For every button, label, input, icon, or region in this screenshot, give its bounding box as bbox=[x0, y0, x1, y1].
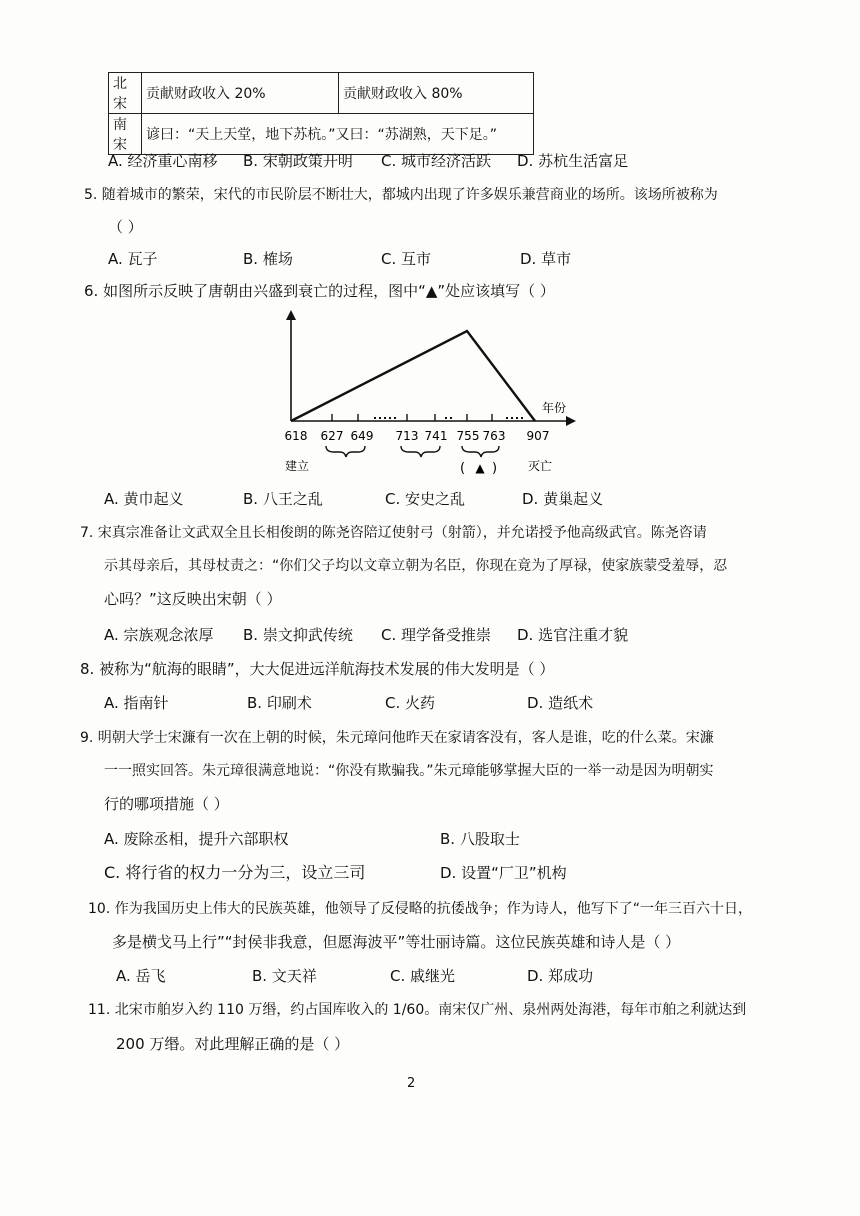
q7-stem-line2: 示其母亲后，其母杖责之：“你们父子均以文章立朝为名臣，你现在竟为了厚禄，使家族蒙受羞辱，忍 bbox=[104, 558, 728, 574]
q9-stem-line2: 一一照实回答。朱元璋很满意地说：“你没有欺骗我。”朱元璋能够掌握大臣的一举一动是因为明朝实 bbox=[104, 763, 714, 779]
q10-option-c[interactable]: C. 戚继光 bbox=[390, 967, 456, 985]
tick-label: 755 bbox=[456, 429, 480, 443]
q7-option-c[interactable]: C. 理学备受推崇 bbox=[381, 626, 492, 644]
q7-stem-line3: 心吗？”这反映出宋朝（ ） bbox=[104, 590, 282, 608]
q6-option-d[interactable]: D. 黄巢起义 bbox=[522, 490, 604, 508]
rise-fall-line bbox=[291, 331, 535, 421]
brace-627-649 bbox=[326, 446, 365, 457]
tang-dynasty-figure bbox=[270, 306, 590, 486]
q6-option-a[interactable]: A. 黄巾起义 bbox=[104, 490, 184, 508]
tick-label: 907 bbox=[526, 429, 550, 443]
brace-755-763 bbox=[462, 446, 499, 457]
q10-option-d[interactable]: D. 郑成功 bbox=[527, 967, 594, 985]
triangle-marker-icon: ▲ bbox=[475, 461, 485, 475]
q6-stem: 6. 如图所示反映了唐朝由兴盛到衰亡的过程，图中“▲”处应该填写（ ） bbox=[84, 282, 555, 300]
label-founded: 建立 bbox=[285, 459, 310, 473]
q6-option-b[interactable]: B. 八王之乱 bbox=[243, 490, 323, 508]
q7-option-d[interactable]: D. 选官注重才貌 bbox=[517, 626, 629, 644]
q10-option-b[interactable]: B. 文天祥 bbox=[252, 967, 317, 985]
q5-option-c[interactable]: C. 互市 bbox=[381, 250, 432, 268]
label-fall: 灭亡 bbox=[528, 459, 553, 473]
q6-option-c[interactable]: C. 安史之乱 bbox=[385, 490, 466, 508]
q11-stem-line2: 200 万缗。对此理解正确的是（ ） bbox=[116, 1035, 350, 1053]
q10-stem-line2: 多是横戈马上行”“封侯非我意，但愿海波平”等壮丽诗篇。这位民族英雄和诗人是（ ） bbox=[112, 933, 681, 951]
q4-option-d[interactable]: D. 苏杭生活富足 bbox=[517, 152, 629, 170]
x-axis-arrow-icon bbox=[566, 416, 576, 426]
q4-option-a[interactable]: A. 经济重心南移 bbox=[108, 152, 218, 170]
axis-label: 年份 bbox=[542, 401, 567, 415]
tick-label: 627 bbox=[320, 429, 344, 443]
q5-option-d[interactable]: D. 草市 bbox=[520, 250, 572, 268]
q4-option-c[interactable]: C. 城市经济活跃 bbox=[381, 152, 492, 170]
table-cell: 贡献财政收入 80% bbox=[339, 73, 534, 114]
table-cell-dynasty: 北宋 bbox=[109, 73, 142, 114]
page-number: 2 bbox=[407, 1076, 416, 1091]
table-cell: 谚曰：“天上天堂，地下苏杭。”又曰：“苏湖熟，天下足。” bbox=[142, 114, 534, 155]
q8-option-d[interactable]: D. 造纸术 bbox=[527, 694, 594, 712]
q9-stem-line3: 行的哪项措施（ ） bbox=[104, 795, 229, 813]
source-table bbox=[108, 72, 534, 155]
q9-option-c[interactable]: C. 将行省的权力一分为三，设立三司 bbox=[104, 863, 366, 882]
q5-option-a[interactable]: A. 瓦子 bbox=[108, 250, 158, 268]
q5-stem-line1: 5. 随着城市的繁荣，宋代的市民阶层不断壮大，都城内出现了许多娱乐兼营商业的场所。该场所被称为 bbox=[84, 187, 718, 203]
q5-stem-line2: （ ） bbox=[108, 218, 143, 236]
q8-option-c[interactable]: C. 火药 bbox=[385, 694, 436, 712]
brace-713-741 bbox=[401, 446, 440, 457]
marker-paren-left: ( bbox=[460, 461, 466, 476]
q10-option-a[interactable]: A. 岳飞 bbox=[116, 967, 166, 985]
q7-option-a[interactable]: A. 宗族观念浓厚 bbox=[104, 626, 214, 644]
tick-label: 649 bbox=[350, 429, 374, 443]
tick-label: 618 bbox=[284, 429, 308, 443]
tick-label: 763 bbox=[482, 429, 506, 443]
q9-option-d[interactable]: D. 设置“厂卫”机构 bbox=[440, 864, 567, 882]
table-cell-dynasty: 南宋 bbox=[109, 114, 142, 155]
q5-option-b[interactable]: B. 榷场 bbox=[243, 250, 293, 268]
q9-stem-line1: 9. 明朝大学士宋濂有一次在上朝的时候，朱元璋问他昨天在家请客没有，客人是谁，吃的什么菜。宋濂 bbox=[80, 730, 714, 746]
q8-option-b[interactable]: B. 印刷术 bbox=[247, 694, 312, 712]
q7-option-b[interactable]: B. 崇文抑武传统 bbox=[243, 626, 353, 644]
marker-paren-right: ) bbox=[492, 461, 498, 476]
q4-option-b[interactable]: B. 宋朝政策开明 bbox=[243, 152, 353, 170]
q9-option-b[interactable]: B. 八股取士 bbox=[440, 830, 520, 848]
q8-option-a[interactable]: A. 指南针 bbox=[104, 694, 169, 712]
q9-option-a[interactable]: A. 废除丞相，提升六部职权 bbox=[104, 830, 289, 848]
y-axis-arrow-icon bbox=[286, 310, 296, 320]
tick-label: 741 bbox=[424, 429, 448, 443]
q11-stem-line1: 11. 北宋市舶岁入约 110 万缗，约占国库收入的 1/60。南宋仅广州、泉州两处海港，每年市舶之利就达到 bbox=[88, 1002, 747, 1018]
tick-label: 713 bbox=[395, 429, 419, 443]
table-cell: 贡献财政收入 20% bbox=[142, 73, 339, 114]
table-row bbox=[109, 114, 534, 155]
q8-stem: 8. 被称为“航海的眼睛”，大大促进远洋航海技术发展的伟大发明是（ ） bbox=[80, 660, 555, 678]
table-row bbox=[109, 73, 534, 114]
q10-stem-line1: 10. 作为我国历史上伟大的民族英雄，他领导了反侵略的抗倭战争；作为诗人，他写下了“一年三百六十日， bbox=[88, 901, 752, 917]
q7-stem-line1: 7. 宋真宗准备让文武双全且长相俊朗的陈尧咨陪辽使射弓（射箭），并允诺授予他高级武官。陈尧咨请 bbox=[80, 525, 707, 541]
